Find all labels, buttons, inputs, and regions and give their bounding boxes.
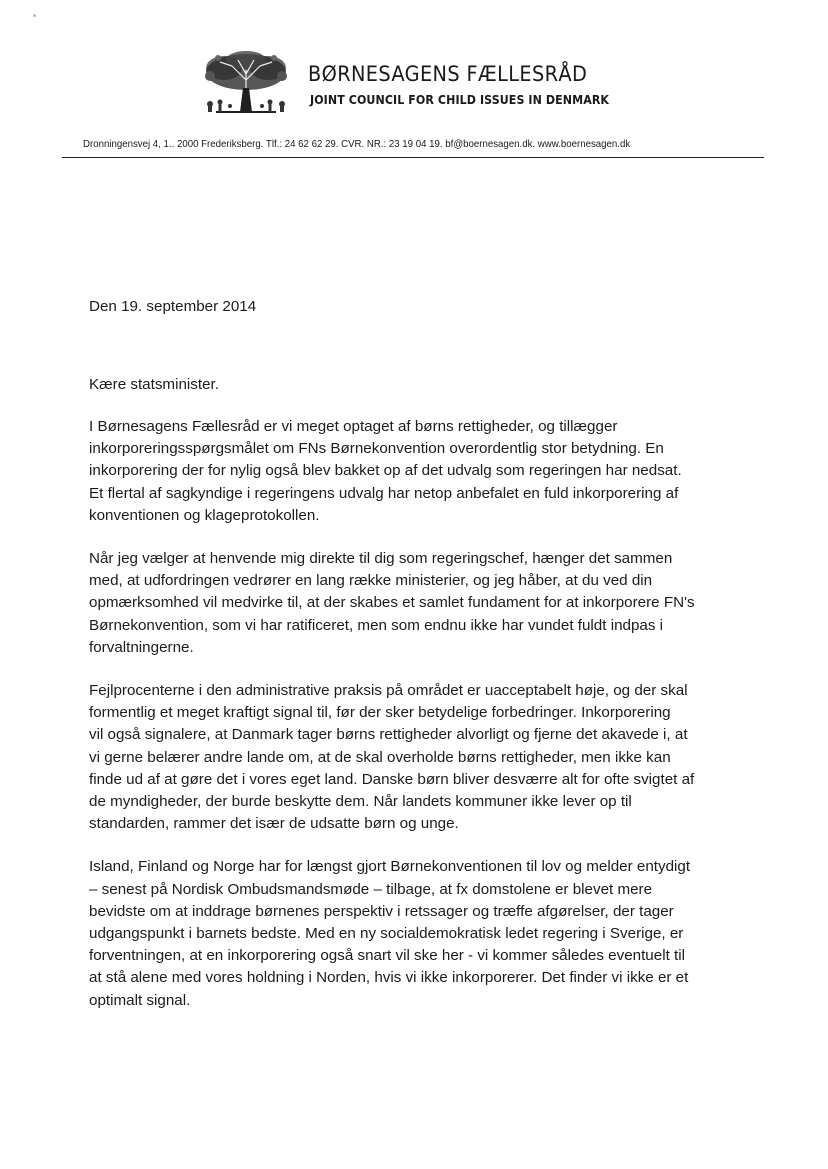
contact-line: Dronningensvej 4, 1.. 2000 Frederiksberg. Tlf.: 24 62 62 29. CVR. NR.: 23 19 04 19. bf@boernesagen.dk. www.boernesagen.dk: [83, 138, 631, 150]
text-line: forvaltningerne.: [89, 638, 194, 656]
paragraph: [89, 416, 749, 527]
paragraph: [89, 680, 749, 835]
text-line: I Børnesagens Fællesråd er vi meget optaget af børns rettigheder, og tillægger: [89, 418, 618, 435]
text-line: de myndigheder, der burde beskytte dem. Når landets kommuner ikke lever op til: [89, 793, 632, 811]
text-line: optimalt signal.: [89, 991, 191, 1009]
text-line: Fejlprocenterne i den administrative praksis på området er uacceptabelt høje, og der skal: [89, 682, 688, 700]
text-line: bevidste om at inddrage børnenes perspektiv i retssager og træffe afgørelser, der tager: [89, 902, 674, 920]
text-line: udgangspunkt i barnets bedste. Med en ny socialdemokratisk ledet regering i Sverige, er: [89, 925, 684, 943]
text-line: at stå alene med vores holdning i Norden, hvis vi ikke inkorporerer. Det finder vi ikke er et: [89, 969, 689, 987]
text-line: Børnekonvention, som vi har ratificeret, men som endnu ikke har vundet fuldt indpas i: [89, 616, 664, 634]
text-line: med, at udfordringen vedrører en lang række ministerier, og jeg håber, at du ved din: [89, 572, 653, 590]
text-line: Island, Finland og Norge har for længst gjort Børnekonventionen til lov og melder entydigt: [89, 858, 691, 876]
text-line: standarden, rammer det især de udsatte børn og unge.: [89, 815, 459, 833]
text-line: Når jeg vælger at henvende mig direkte til dig som regeringschef, hænger det sammen: [89, 550, 673, 568]
header-divider: [62, 157, 764, 158]
text-line: inkorporering der for nylig også blev bakket op af det udvalg som regeringen har nedsat.: [89, 462, 682, 480]
text-line: vil også signalere, at Danmark tager børns rettigheder alvorligt og fjerne det akavede i, at: [89, 726, 688, 744]
text-line: Et flertal af sagkyndige i regeringens udvalg har netop anbefalet en fuld inkorporering af: [89, 484, 679, 502]
text-line: formentlig et meget kraftigt signal til, før der sker betydelige forbedringer. Inkorporering: [89, 704, 671, 722]
text-line: opmærksomhed vil medvirke til, at der skabes et samlet fundament for at inkorporere FN's: [89, 594, 695, 612]
text-line: konventionen og klageprotokollen.: [89, 506, 320, 524]
text-line: – senest på Nordisk Ombudsmandsmøde – tilbage, at fx domstolene er blevet mere: [89, 880, 653, 898]
tree-logo-icon: [196, 50, 296, 116]
paragraph: [89, 856, 749, 1011]
salutation: Kære statsminister.: [89, 376, 219, 393]
letterhead: [0, 0, 828, 170]
letter-date: Den 19. september 2014: [89, 298, 257, 315]
paragraphs: [89, 416, 749, 1033]
paragraph: [89, 548, 749, 659]
org-name: BØRNESAGENS FÆLLESRÅD: [308, 62, 588, 86]
text-line: inkorporeringsspørgsmålet om FNs Børnekonvention overordentlig stor betydning. En: [89, 440, 664, 458]
text-line: vi gerne belærer andre lande om, at de skal overholde børns rettigheder, men ikke kan: [89, 748, 671, 766]
text-line: finde ud af at gøre det i vores eget land. Danske børn bliver desværre alt for ofte svigtet af: [89, 770, 695, 788]
text-line: forventningen, at en inkorporering også snart vil ske her - vi kommer således eventuelt til: [89, 947, 685, 965]
org-subtitle: JOINT COUNCIL FOR CHILD ISSUES IN DENMARK: [310, 93, 610, 107]
